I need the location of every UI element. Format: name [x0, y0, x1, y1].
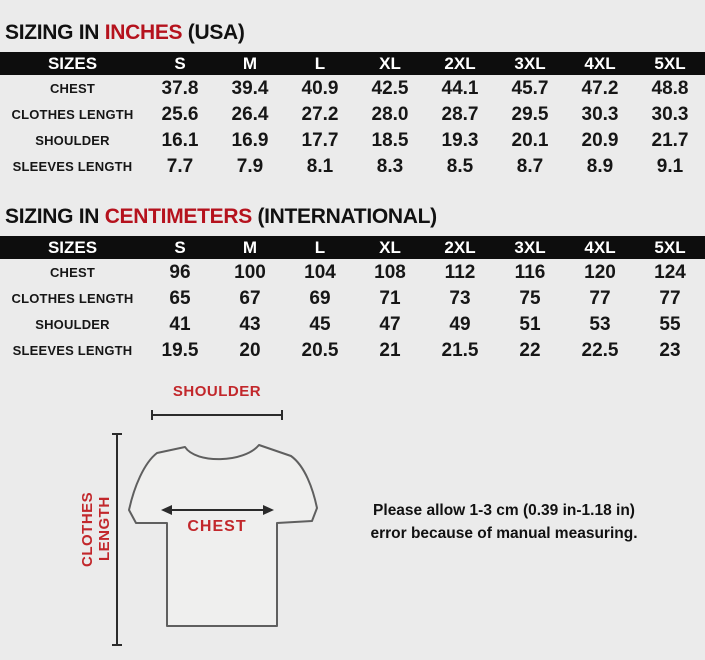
size-value: 108 [374, 261, 406, 283]
size-value: 22.5 [581, 339, 619, 361]
measurement-diagram [0, 363, 705, 657]
title-suffix: (USA) [182, 21, 245, 44]
size-value: 55 [659, 313, 681, 335]
size-value: 47 [379, 313, 401, 335]
size-value: 104 [304, 261, 336, 283]
size-value: 71 [379, 287, 401, 309]
size-value: 45 [309, 313, 331, 335]
size-value: 20 [239, 339, 261, 361]
size-value: 7.7 [166, 155, 194, 177]
shoulder-measure-line [152, 410, 282, 420]
row-label: CLOTHES LENGTH [11, 290, 134, 306]
section-title-inches [0, 0, 705, 52]
size-column-header: S [145, 236, 215, 259]
size-value: 112 [444, 261, 476, 283]
row-label: SLEEVES LENGTH [12, 158, 133, 174]
measuring-error-note [356, 499, 652, 546]
size-value: 40.9 [301, 77, 339, 99]
size-value: 53 [589, 313, 611, 335]
size-value: 27.2 [301, 103, 339, 125]
size-column-header: 4XL [565, 236, 635, 259]
sizes-header-cell: SIZES [0, 52, 145, 75]
size-column-header: L [285, 52, 355, 75]
size-value: 42.5 [371, 77, 409, 99]
size-value: 41 [169, 313, 191, 335]
row-label: CHEST [49, 80, 96, 96]
row-label: SLEEVES LENGTH [12, 342, 133, 358]
size-value: 16.1 [161, 129, 199, 151]
size-value: 28.7 [441, 103, 479, 125]
size-value: 25.6 [161, 103, 199, 125]
size-value: 100 [234, 261, 266, 283]
note-line-1: Please allow 1-3 cm (0.39 in-1.18 in) [373, 502, 635, 519]
size-value: 19.5 [161, 339, 199, 361]
size-column-header: S [145, 52, 215, 75]
section-title-centimeters [0, 179, 705, 236]
size-value: 8.7 [516, 155, 544, 177]
row-label: SHOULDER [35, 132, 110, 148]
size-column-header: 2XL [425, 236, 495, 259]
size-value: 49 [449, 313, 471, 335]
size-value: 26.4 [231, 103, 269, 125]
size-value: 8.3 [376, 155, 404, 177]
size-value: 77 [659, 287, 681, 309]
size-value: 16.9 [231, 129, 269, 151]
size-value: 28.0 [371, 103, 409, 125]
size-value: 44.1 [441, 77, 479, 99]
size-value: 22 [519, 339, 541, 361]
title-highlight-inches: INCHES [104, 21, 183, 44]
size-value: 96 [169, 261, 191, 283]
size-value: 124 [654, 261, 686, 283]
size-value: 47.2 [581, 77, 619, 99]
size-value: 39.4 [231, 77, 269, 99]
size-column-header: 4XL [565, 52, 635, 75]
title-suffix: (INTERNATIONAL) [251, 205, 437, 228]
size-value: 18.5 [371, 129, 409, 151]
row-label: SHOULDER [35, 316, 110, 332]
size-value: 73 [449, 287, 471, 309]
size-value: 21.7 [651, 129, 689, 151]
size-column-header: M [215, 52, 285, 75]
size-value: 7.9 [236, 155, 264, 177]
size-value: 48.8 [651, 77, 689, 99]
size-value: 30.3 [651, 103, 689, 125]
size-value: 21 [379, 339, 401, 361]
size-column-header: L [285, 236, 355, 259]
size-value: 69 [309, 287, 331, 309]
size-value: 45.7 [511, 77, 549, 99]
size-value: 8.1 [306, 155, 334, 177]
size-column-header: 3XL [495, 52, 565, 75]
size-table-centimeters [0, 236, 705, 363]
size-value: 67 [239, 287, 261, 309]
size-value: 43 [239, 313, 261, 335]
size-column-header: 3XL [495, 236, 565, 259]
sizes-header-cell: SIZES [0, 236, 145, 259]
size-value: 19.3 [441, 129, 479, 151]
size-value: 20.9 [581, 129, 619, 151]
clothes-length-measure-line [112, 434, 122, 645]
size-value: 37.8 [161, 77, 199, 99]
size-value: 21.5 [441, 339, 479, 361]
size-value: 65 [169, 287, 191, 309]
size-value: 9.1 [656, 155, 684, 177]
size-column-header: 5XL [635, 52, 705, 75]
clothes-length-label: CLOTHES LENGTH [79, 491, 113, 567]
size-value: 20.5 [301, 339, 339, 361]
size-value: 23 [659, 339, 681, 361]
title-prefix: SIZING IN [5, 205, 105, 228]
row-label: CHEST [49, 264, 96, 280]
title-prefix: SIZING IN [5, 21, 105, 44]
size-value: 20.1 [511, 129, 549, 151]
size-value: 8.5 [446, 155, 474, 177]
size-value: 51 [519, 313, 541, 335]
size-column-header: 5XL [635, 236, 705, 259]
note-line-2: error because of manual measuring. [370, 525, 638, 543]
size-column-header: XL [355, 52, 425, 75]
size-value: 120 [584, 261, 616, 283]
size-value: 29.5 [511, 103, 549, 125]
title-highlight-centimeters: CENTIMETERS [104, 205, 252, 228]
size-column-header: 2XL [425, 52, 495, 75]
size-value: 75 [519, 287, 541, 309]
size-column-header: M [215, 236, 285, 259]
chest-label: CHEST [187, 518, 247, 535]
size-value: 116 [514, 261, 546, 283]
shoulder-label: SHOULDER [172, 383, 262, 400]
size-value: 17.7 [301, 129, 339, 151]
size-column-header: XL [355, 236, 425, 259]
size-table-inches [0, 52, 705, 179]
size-value: 77 [589, 287, 611, 309]
row-label: CLOTHES LENGTH [11, 106, 134, 122]
size-value: 30.3 [581, 103, 619, 125]
size-value: 8.9 [586, 155, 614, 177]
